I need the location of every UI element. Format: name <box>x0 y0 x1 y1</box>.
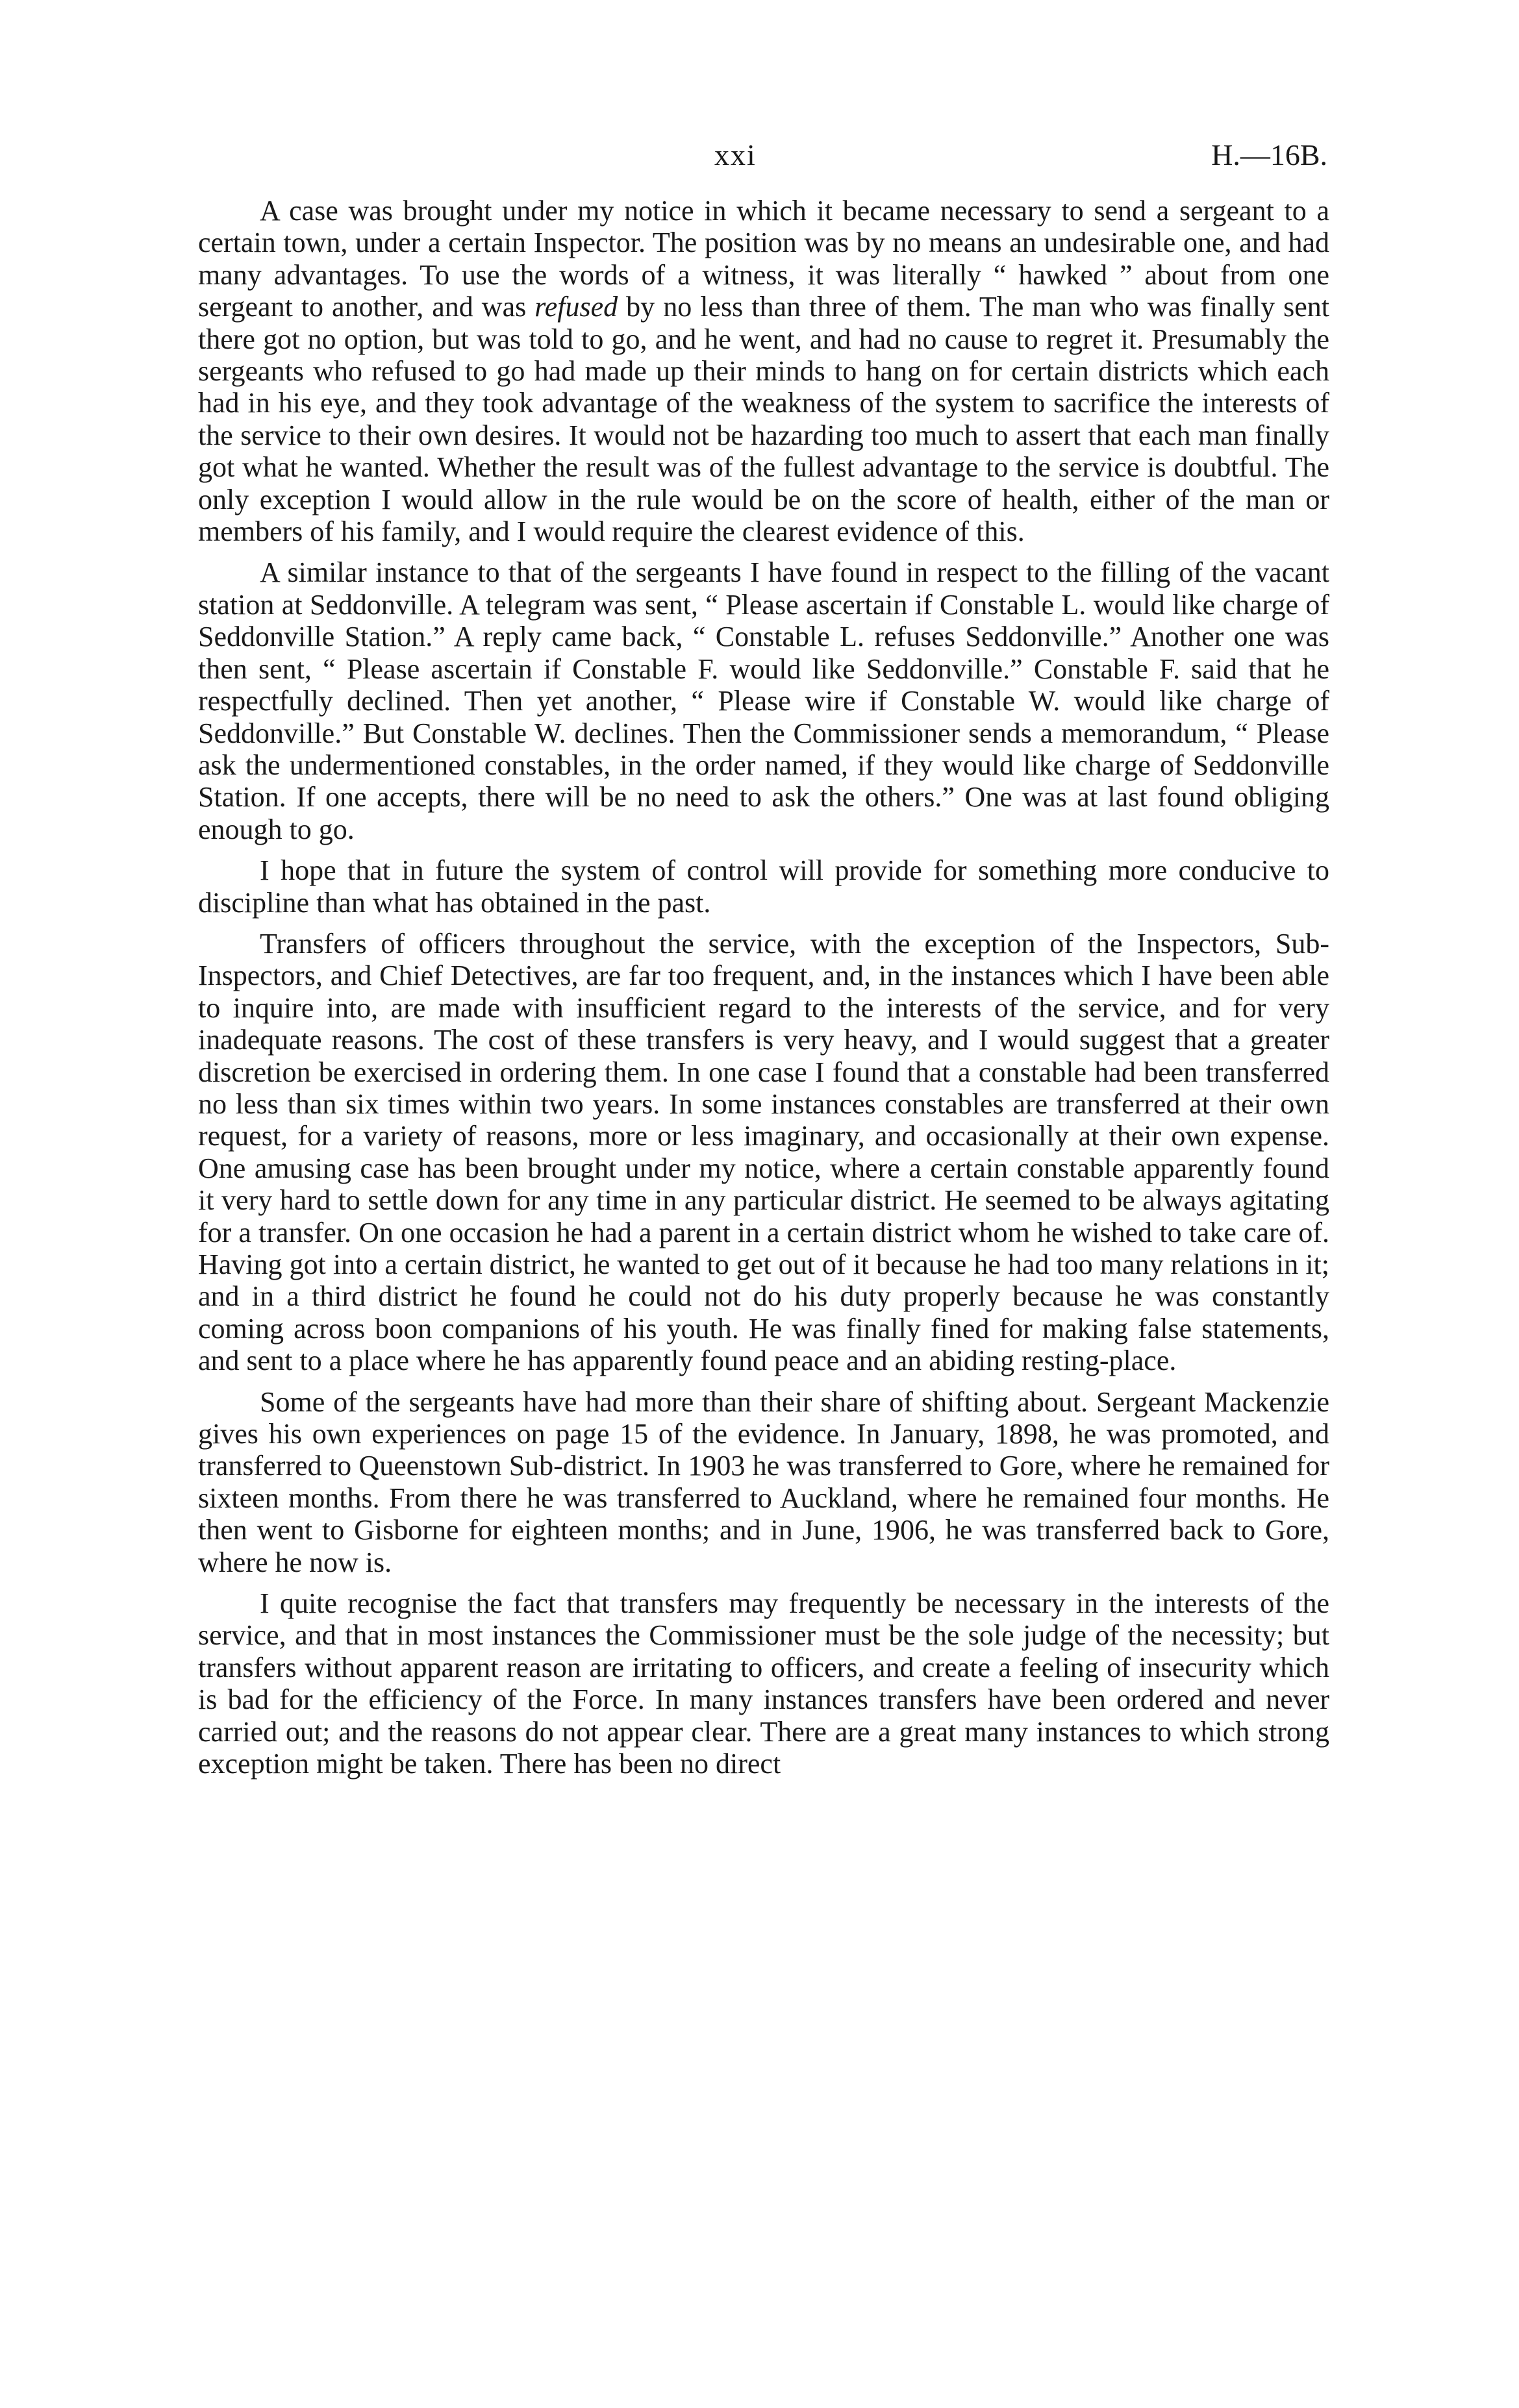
paragraph-text: by no less than three of them. The man who was finally sent there got no option, but was told to go, and he went, and had no cause to regret it. Presumably the sergeants who refused to go had made up their minds to hang on for certain districts which each had in his eye, and they took advantage of the weakness of the system to sacrifice the interests of the service to their own desires. It would not be hazarding too much to assert that each man finally got what he wanted. Whether the result was of the fullest advantage to the service is doubtful. The only exception I would allow in the rule would be on the score of health, either of the man or members of his family, and I would require the clearest evidence of this. <box>198 291 1330 548</box>
paragraph-system-of-control: I hope that in future the system of control will provide for something more conducive to discipline than what has obtained in the past. <box>198 854 1329 919</box>
paragraph-text: A case was brought under my notice in which it became necessary to send a sergeant to a certain town, under a certain Inspector. The position was by no means an undesirable one, and had many advantages. To use the words of a witness, it was literally “ hawked ” about from one sergeant to another, and was <box>198 195 1329 323</box>
paragraph-transfers-necessary: I quite recognise the fact that transfers may frequently be necessary in the interests of the service, and that in most instances the Commissioner must be the sole judge of the necessity; but transfers without apparent reason are irritating to officers, and create a feeling of insecurity which is bad for the efficiency of the Force. In many instances transfers have been ordered and never carried out; and the reasons do not appear clear. There are a great many instances to which strong exception might be taken. There has been no direct <box>198 1587 1329 1780</box>
document-reference: H.—16B. <box>1211 138 1327 171</box>
paragraph-seddonville: A similar instance to that of the sergeants I have found in respect to the filling of the vacant station at Seddonville. A telegram was sent, “ Please ascertain if Constable L. would like charge of Seddonville Station.” A reply came back, “ Constable L. refuses Seddonville.” Another one was then sent, “ Please ascertain if Constable F. would like Seddonville.” Constable F. said that he respectfully declined. Then yet another, “ Please wire if Constable W. would like charge of Seddonville.” But Constable W. declines. Then the Commissioner sends a memorandum, “ Please ask the undermentioned constables, in the order named, if they would like charge of Seddonville Station. If one accepts, there will be no need to ask the others.” One was at last found obliging enough to go. <box>198 556 1329 845</box>
page-number: xxi <box>714 138 757 171</box>
emphasis-refused: refused <box>534 291 618 323</box>
paragraph-sergeant-mackenzie: Some of the sergeants have had more than their share of shifting about. Sergeant Mackenzie gives his own experiences on page 15 of the evidence. In January, 1898, he was promoted, and transferred to Queenstown Sub-district. In 1903 he was transferred to Gore, where he remained for sixteen months. From there he was transferred to Auckland, where he remained four months. He then went to Gisborne for eighteen months; and in June, 1906, he was transferred back to Gore, where he now is. <box>198 1385 1329 1578</box>
body-text <box>198 195 1329 2194</box>
page-header <box>0 138 1519 177</box>
paragraph-transfers: Transfers of officers throughout the service, with the exception of the Inspectors, Sub-Inspectors, and Chief Detectives, are far too frequent, and, in the instances which I have been able to inquire into, are made with insufficient regard to the interests of the service, and for very inadequate reasons. The cost of these transfers is very heavy, and I would suggest that a greater discretion be exercised in ordering them. In one case I found that a constable had been transferred no less than six times within two years. In some instances constables are transferred at their own request, for a variety of reasons, more or less imaginary, and occasionally at their own expense. One amusing case has been brought under my notice, where a certain constable apparently found it very hard to settle down for any time in any particular district. He seemed to be always agitating for a transfer. On one occasion he had a parent in a certain district whom he wished to take care of. Having got into a certain district, he wanted to get out of it because he had too many relations in it; and in a third district he found he could not do his duty properly because he was constantly coming across boon companions of his youth. He was finally fined for making false statements, and sent to a place where he has apparently found peace and an abiding resting-place. <box>198 927 1329 1377</box>
paragraph-sergeant-case <box>198 195 1329 547</box>
